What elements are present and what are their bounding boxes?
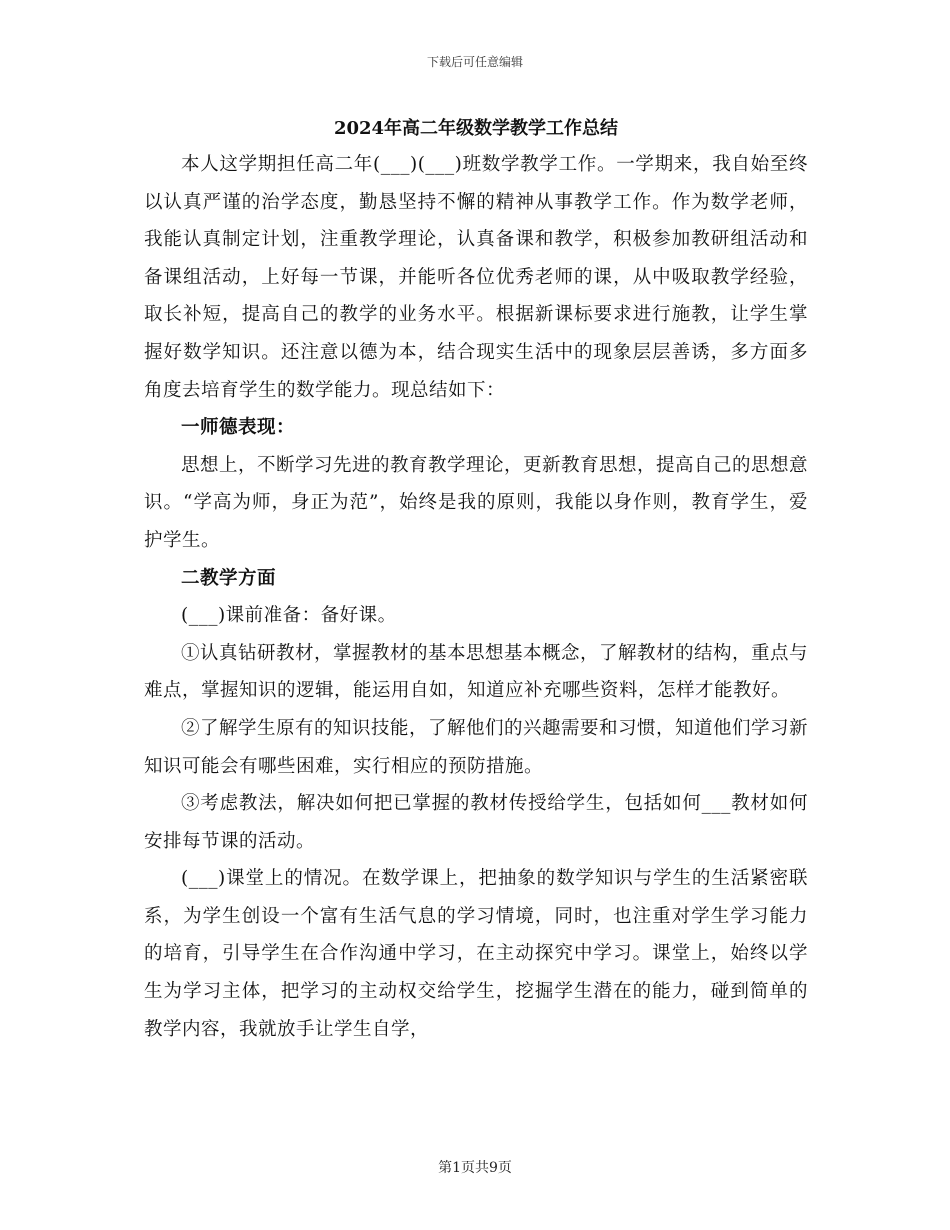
section-heading-ethics: 一师德表现：	[181, 417, 296, 439]
list-item: ②了解学生原有的知识技能，了解他们的兴趣需要和习惯，知道他们学习新知识可能会有哪些困难，实行相应的预防措施。	[144, 717, 809, 777]
classroom-paragraph: (___)课堂上的情况。在数学课上，把抽象的数学知识与学生的生活紧密联系，为学生创设一个富有生活气息的学习情境，同时，也注重对学生学习能力的培育，引导学生在合作沟通中学习，在主动探究中学习。课堂上，始终以学生为学习主体，把学习的主动权交给学生，挖掘学生潜在的能力，碰到简单的教学内容，我就放手让学生自学，	[144, 868, 808, 1040]
list-item: ①认真钻研教材，掌握教材的基本思想基本概念，了解教材的结构，重点与难点，掌握知识的逻辑，能运用自如，知道应补充哪些资料，怎样才能教好。	[144, 642, 809, 702]
page-header: 下载后可任意编辑	[426, 55, 523, 69]
page-footer: 第1页共9页	[438, 1160, 512, 1176]
section-heading-teaching: 二教学方面	[181, 567, 277, 589]
intro-paragraph: 本人这学期担任高二年(___)(___)班数学教学工作。一学期来，我自始至终以认真严谨的治学态度，勤恳坚持不懈的精神从事教学工作。作为数学老师，我能认真制定计划，注重教学理论，认真备课和教学，积极参加教研组活动和备课组活动，上好每一节课，并能听各位优秀老师的课，从中吸取教学经验，取长补短，提高自己的教学的业务水平。根据新课标要求进行施教，让学生掌握好数学知识。还注意以德为本，结合现实生活中的现象层层善诱，多方面多角度去培育学生的数学能力。现总结如下：	[144, 154, 808, 401]
document-body	[144, 112, 808, 1048]
subheading-preparation: (___)课前准备：备好课。	[181, 605, 397, 627]
ethics-paragraph: 思想上，不断学习先进的教育教学理论，更新教育思想，提高自己的思想意识。“学高为师，身正为范”，始终是我的原则，我能以身作则，教育学生，爱护学生。	[144, 454, 809, 551]
list-item: ③考虑教法，解决如何把已掌握的教材传授给学生，包括如何___教材如何安排每节课的活动。	[144, 793, 808, 852]
document-title: 2024年高二年级数学教学工作总结	[333, 118, 619, 139]
